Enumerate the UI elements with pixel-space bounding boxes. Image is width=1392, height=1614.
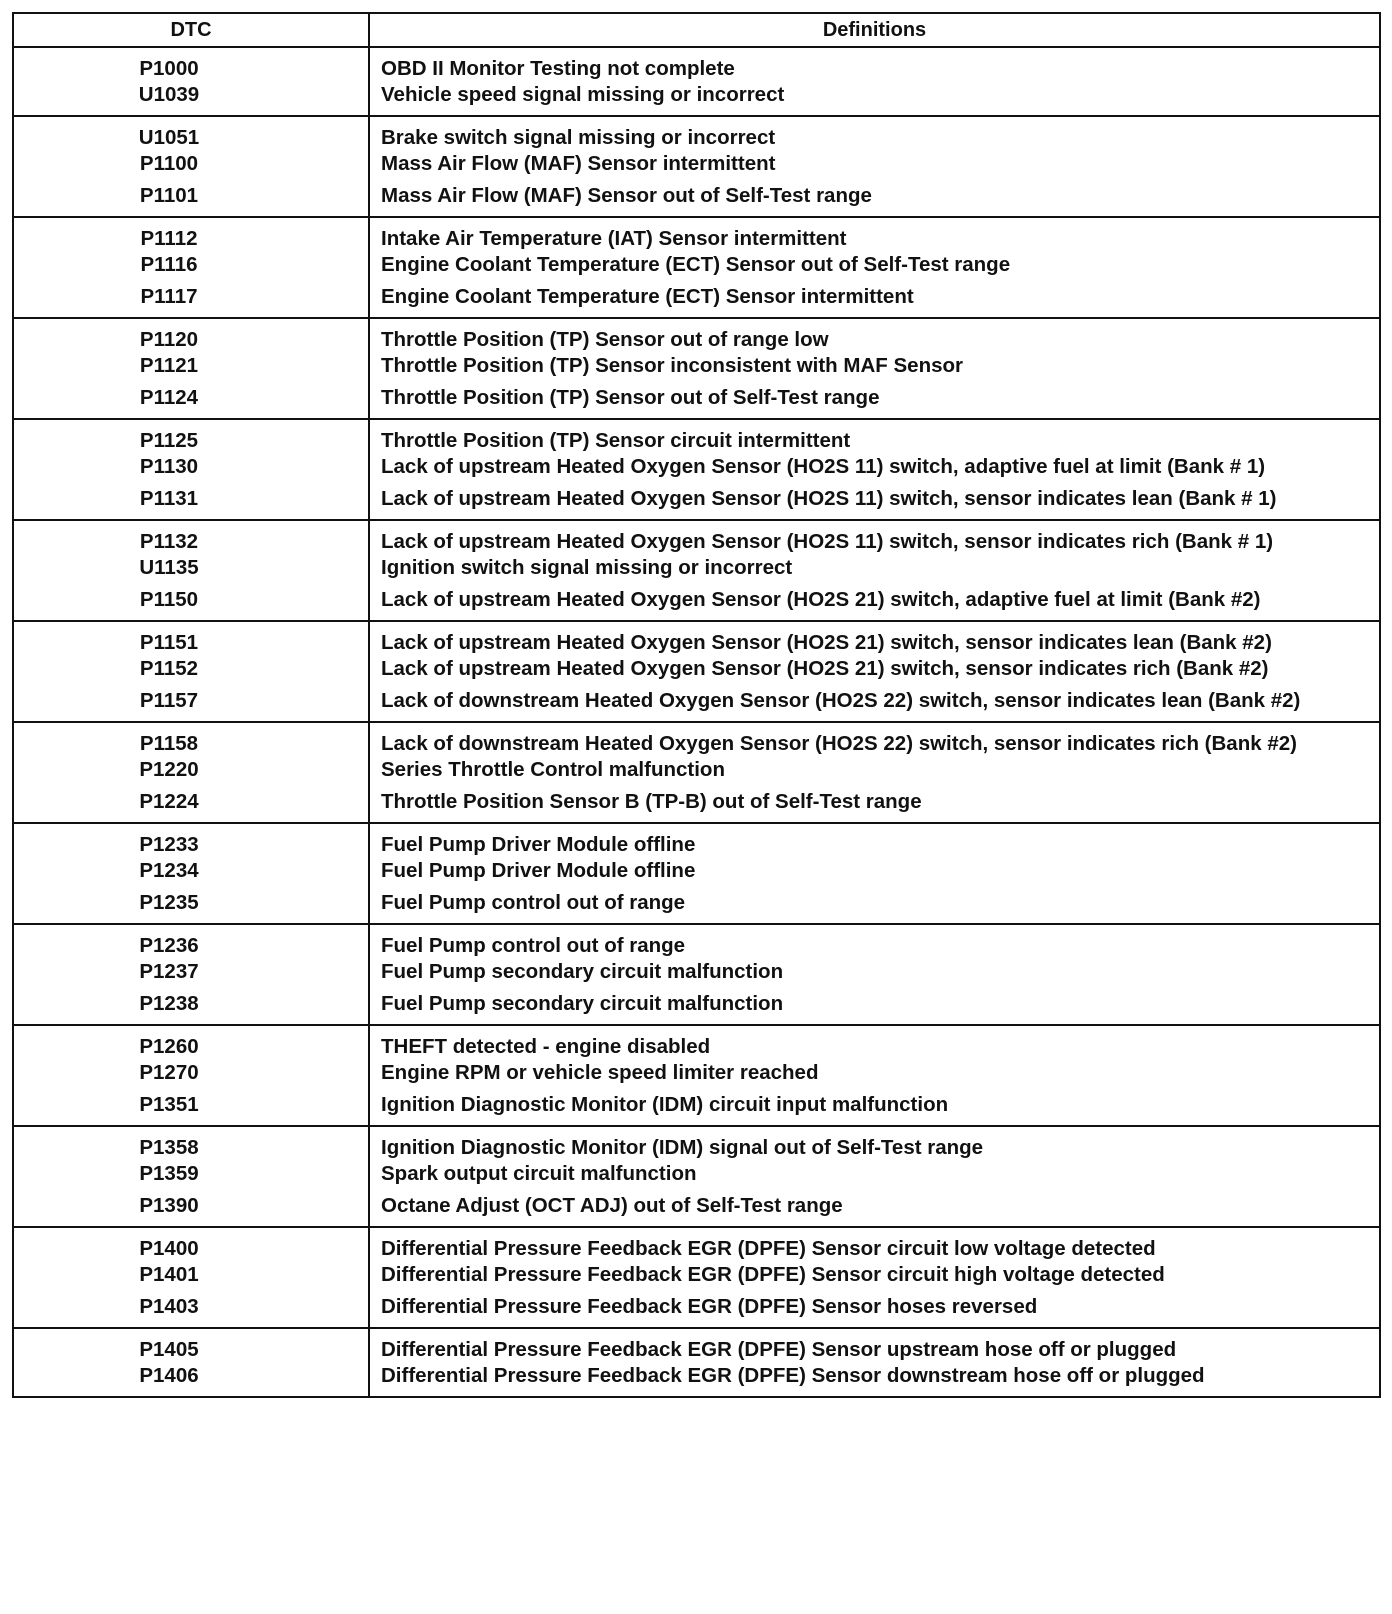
dtc-code-cell: P1236 [13,924,369,959]
dtc-definition-cell: Throttle Position Sensor B (TP-B) out of Self-Test range [381,790,922,813]
table-row [13,722,1380,757]
dtc-definition-cell: Fuel Pump secondary circuit malfunction [381,992,784,1015]
table-row [13,621,1380,656]
dtc-code-cell: P1130 [13,454,369,486]
dtc-code-cell: P1112 [13,217,369,252]
dtc-code-cell: P1390 [13,1193,369,1227]
table-row [13,823,1380,858]
table-row [13,454,1380,486]
dtc-definition-cell: Series Throttle Control malfunction [381,758,725,781]
dtc-code-cell: P1237 [13,959,369,991]
dtc-definition-cell: Fuel Pump Driver Module offline [381,833,696,856]
table-row [13,991,1380,1025]
dtc-code-cell: P1406 [13,1363,369,1397]
dtc-code-cell: P1101 [13,183,369,217]
dtc-definition-cell: Spark output circuit malfunction [381,1162,697,1185]
dtc-code-cell: P1124 [13,385,369,419]
table-row [13,1294,1380,1328]
table-row [13,890,1380,924]
table-row [13,318,1380,353]
table-row [13,284,1380,318]
dtc-code-cell: P1233 [13,823,369,858]
dtc-definition-cell: Ignition switch signal missing or incorrect [381,556,793,579]
dtc-code-cell: P1158 [13,722,369,757]
dtc-definition-cell: Lack of downstream Heated Oxygen Sensor (HO2S 22) switch, sensor indicates lean (Bank #2) [381,689,1301,712]
table-row [13,151,1380,183]
dtc-code-cell: P1234 [13,858,369,890]
table-row [13,385,1380,419]
dtc-definition-cell: Ignition Diagnostic Monitor (IDM) signal out of Self-Test range [381,1136,984,1159]
dtc-code-cell: P1238 [13,991,369,1025]
table-row [13,656,1380,688]
dtc-code-cell: P1131 [13,486,369,520]
dtc-code-cell: P1157 [13,688,369,722]
dtc-definition-cell: Engine RPM or vehicle speed limiter reached [381,1061,819,1084]
dtc-code-cell: P1403 [13,1294,369,1328]
dtc-code-cell: P1351 [13,1092,369,1126]
dtc-definition-cell: Intake Air Temperature (IAT) Sensor intermittent [381,227,847,250]
dtc-code-cell: P1150 [13,587,369,621]
dtc-definition-cell: Throttle Position (TP) Sensor out of range low [381,328,829,351]
dtc-code-cell: P1152 [13,656,369,688]
table-row [13,1060,1380,1092]
table-row [13,47,1380,82]
dtc-definition-cell: Throttle Position (TP) Sensor circuit intermittent [381,429,851,452]
dtc-definition-cell: Throttle Position (TP) Sensor inconsistent with MAF Sensor [381,354,963,377]
dtc-definition-cell: Differential Pressure Feedback EGR (DPFE) Sensor hoses reversed [381,1295,1038,1318]
table-row [13,757,1380,789]
table-row [13,1025,1380,1060]
table-row [13,1161,1380,1193]
table-row [13,1126,1380,1161]
dtc-code-cell: P1270 [13,1060,369,1092]
dtc-definition-cell: Differential Pressure Feedback EGR (DPFE) Sensor circuit high voltage detected [381,1263,1165,1286]
table-row [13,252,1380,284]
dtc-definition-cell: Differential Pressure Feedback EGR (DPFE) Sensor downstream hose off or plugged [381,1364,1205,1387]
dtc-table [12,12,1381,1398]
dtc-definition-cell: Lack of downstream Heated Oxygen Sensor (HO2S 22) switch, sensor indicates rich (Bank #2) [381,732,1297,755]
dtc-code-cell: P1116 [13,252,369,284]
dtc-code-cell: P1358 [13,1126,369,1161]
table-header [13,13,1380,47]
dtc-code-cell: P1120 [13,318,369,353]
dtc-code-cell: P1224 [13,789,369,823]
table-row [13,1227,1380,1262]
table-row [13,858,1380,890]
column-header-dtc: DTC [13,13,369,47]
dtc-code-cell: P1000 [13,47,369,82]
dtc-code-cell: P1100 [13,151,369,183]
dtc-code-cell: P1117 [13,284,369,318]
dtc-definition-cell: Octane Adjust (OCT ADJ) out of Self-Test range [381,1194,843,1217]
dtc-definition-cell: Fuel Pump control out of range [381,891,686,914]
dtc-definition-cell: Lack of upstream Heated Oxygen Sensor (HO2S 11) switch, sensor indicates lean (Bank # 1) [381,487,1277,510]
dtc-definition-cell: Engine Coolant Temperature (ECT) Sensor intermittent [381,285,914,308]
dtc-code-cell: P1359 [13,1161,369,1193]
dtc-definition-cell: Lack of upstream Heated Oxygen Sensor (HO2S 21) switch, adaptive fuel at limit (Bank #2) [381,588,1261,611]
dtc-code-cell: P1125 [13,419,369,454]
dtc-code-cell: P1400 [13,1227,369,1262]
dtc-code-cell: P1151 [13,621,369,656]
table-row [13,587,1380,621]
table-row [13,520,1380,555]
dtc-code-cell: P1132 [13,520,369,555]
dtc-definition-cell: OBD II Monitor Testing not complete [381,57,735,80]
table-row [13,353,1380,385]
dtc-code-cell: P1401 [13,1262,369,1294]
table-row [13,789,1380,823]
dtc-definition-cell: Differential Pressure Feedback EGR (DPFE) Sensor circuit low voltage detected [381,1237,1156,1260]
dtc-definition-cell: Mass Air Flow (MAF) Sensor intermittent [381,152,776,175]
dtc-code-cell: P1235 [13,890,369,924]
table-row [13,1328,1380,1363]
dtc-code-cell: P1405 [13,1328,369,1363]
table-row [13,924,1380,959]
dtc-definition-cell: Mass Air Flow (MAF) Sensor out of Self-Test range [381,184,872,207]
table-row [13,486,1380,520]
table-row [13,217,1380,252]
dtc-definition-cell: Lack of upstream Heated Oxygen Sensor (HO2S 11) switch, adaptive fuel at limit (Bank # 1) [381,455,1266,478]
dtc-code-cell: P1121 [13,353,369,385]
dtc-definition-cell: Engine Coolant Temperature (ECT) Sensor out of Self-Test range [381,253,1011,276]
dtc-definition-cell: Lack of upstream Heated Oxygen Sensor (HO2S 21) switch, sensor indicates rich (Bank #2) [381,657,1269,680]
dtc-code-cell: U1051 [13,116,369,151]
dtc-code-cell: U1135 [13,555,369,587]
table-row [13,1092,1380,1126]
dtc-definition-cell: Vehicle speed signal missing or incorrect [381,83,785,106]
dtc-definition-cell: Ignition Diagnostic Monitor (IDM) circuit input malfunction [381,1093,949,1116]
dtc-definition-cell: Fuel Pump secondary circuit malfunction [381,960,784,983]
dtc-code-cell: U1039 [13,82,369,116]
table-row [13,82,1380,116]
dtc-definition-cell: Differential Pressure Feedback EGR (DPFE) Sensor upstream hose off or plugged [381,1338,1177,1361]
dtc-code-cell: P1260 [13,1025,369,1060]
column-header-definitions: Definitions [369,13,1380,47]
table-row [13,116,1380,151]
dtc-definition-cell: Brake switch signal missing or incorrect [381,126,776,149]
dtc-definition-cell: Fuel Pump control out of range [381,934,686,957]
dtc-definition-cell: Fuel Pump Driver Module offline [381,859,696,882]
table-row [13,688,1380,722]
table-row [13,183,1380,217]
table-row [13,555,1380,587]
table-row [13,1193,1380,1227]
dtc-definition-cell: THEFT detected - engine disabled [381,1035,711,1058]
table-row [13,1262,1380,1294]
table-body [13,47,1380,1397]
table-row [13,419,1380,454]
table-row [13,959,1380,991]
table-row [13,1363,1380,1397]
dtc-definition-cell: Lack of upstream Heated Oxygen Sensor (HO2S 21) switch, sensor indicates lean (Bank #2) [381,631,1272,654]
dtc-definition-cell: Throttle Position (TP) Sensor out of Self-Test range [381,386,880,409]
dtc-definition-cell: Lack of upstream Heated Oxygen Sensor (HO2S 11) switch, sensor indicates rich (Bank # 1) [381,530,1274,553]
dtc-code-cell: P1220 [13,757,369,789]
